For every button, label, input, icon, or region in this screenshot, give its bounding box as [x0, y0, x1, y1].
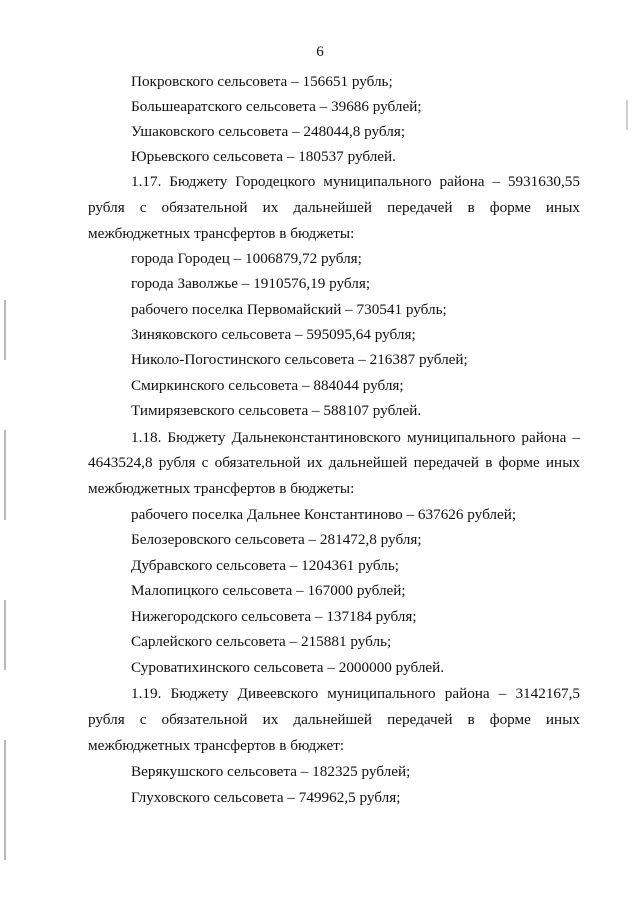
text-line: Зиняковского сельсовета – 595095,64 рубля;: [131, 326, 416, 343]
text-line: межбюджетных трансфертов в бюджет:: [88, 737, 345, 754]
paragraph-heading-1-18: 1.18. Бюджету Дальнеконстантиновского муниципального района –: [131, 429, 580, 446]
text-line: Ушаковского сельсовета – 248044,8 рубля;: [131, 123, 406, 140]
text-line: Верякушского сельсовета – 182325 рублей;: [131, 763, 411, 780]
text-line: Белозеровского сельсовета – 281472,8 рубля;: [131, 531, 422, 548]
text-line: рабочего поселка Дальнее Константиново – 637626 рублей;: [131, 506, 517, 523]
text-line: Тимирязевского сельсовета – 588107 рублей.: [131, 402, 422, 419]
text-line: рубля с обязательной их дальнейшей передачей в форме иных: [88, 711, 580, 728]
text-line: Большеаратского сельсовета – 39686 рублей;: [131, 98, 422, 115]
text-line: Суроватихинского сельсовета – 2000000 рублей.: [131, 659, 445, 676]
text-line: Смиркинского сельсовета – 884044 рубля;: [131, 377, 404, 394]
text-line: Покровского сельсовета – 156651 рубль;: [131, 73, 393, 90]
scan-edge-mark: [4, 300, 6, 360]
scan-edge-mark: [4, 430, 6, 520]
text-line: межбюджетных трансфертов в бюджеты:: [88, 225, 355, 242]
text-line: Дубравского сельсовета – 1204361 рубль;: [131, 557, 399, 574]
text-line: города Заволжье – 1910576,19 рубля;: [131, 275, 371, 292]
text-line: 4643524,8 рубля с обязательной их дальнейшей передачей в форме иных: [88, 454, 580, 471]
text-line: рабочего поселка Первомайский – 730541 рубль;: [131, 301, 447, 318]
paragraph-heading-1-17: 1.17. Бюджету Городецкого муниципального района – 5931630,55: [131, 173, 580, 190]
text-line: Малопицкого сельсовета – 167000 рублей;: [131, 582, 406, 599]
scan-edge-mark: [4, 600, 6, 670]
text-line: Николо-Погостинского сельсовета – 216387 рублей;: [131, 351, 468, 368]
scan-edge-mark: [4, 740, 6, 860]
scan-speck: [626, 100, 628, 130]
text-line: Сарлейского сельсовета – 215881 рубль;: [131, 633, 392, 650]
text-line: города Городец – 1006879,72 рубля;: [131, 250, 362, 267]
text-line: Нижегородского сельсовета – 137184 рубля;: [131, 608, 417, 625]
text-line: Юрьевского сельсовета – 180537 рублей.: [131, 148, 396, 165]
page-number: 6: [316, 44, 324, 60]
text-line: рубля с обязательной их дальнейшей передачей в форме иных: [88, 199, 580, 216]
text-line: Глуховского сельсовета – 749962,5 рубля;: [131, 789, 401, 806]
paragraph-heading-1-19: 1.19. Бюджету Дивеевского муниципального района – 3142167,5: [131, 685, 580, 702]
text-line: межбюджетных трансфертов в бюджеты:: [88, 480, 355, 497]
